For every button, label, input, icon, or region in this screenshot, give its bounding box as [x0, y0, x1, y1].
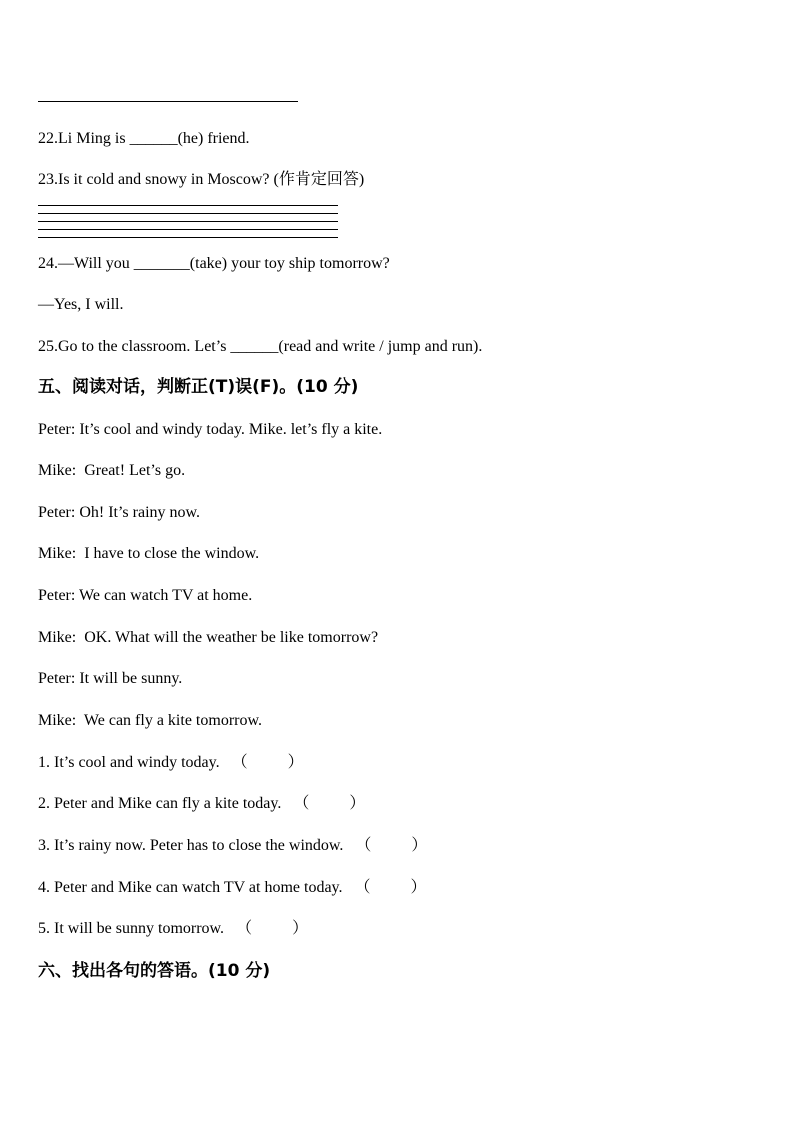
answer-line-23-1 — [38, 205, 338, 206]
statement-text: 1. It’s cool and windy today. — [38, 754, 220, 771]
question-23: 23.Is it cold and snowy in Moscow? (作肯定回答) — [38, 171, 365, 188]
section-6-heading: 六、找出各句的答语。(10 分) — [38, 961, 271, 981]
question-24: 24.—Will you _______(take) your toy ship tomorrow? — [38, 255, 390, 272]
answer-parentheses[interactable]: （ ） — [354, 879, 427, 896]
dialogue-line: Peter: It’s cool and windy today. Mike. let’s fly a kite. — [38, 421, 383, 438]
statement-5 — [38, 919, 308, 939]
answer-line-23-3 — [38, 221, 338, 222]
statement-text: 2. Peter and Mike can fly a kite today. — [38, 795, 282, 812]
answer-line-21 — [38, 101, 298, 102]
answer-line-23-4 — [38, 229, 338, 230]
section-5-heading: 五、阅读对话，判断正(T)误(F)。(10 分) — [38, 377, 359, 397]
answer-line-23-2 — [38, 213, 338, 214]
dialogue-line: Peter: Oh! It’s rainy now. — [38, 504, 201, 521]
answer-parentheses[interactable]: （ ） — [293, 795, 366, 812]
answer-line-23-5 — [38, 237, 338, 238]
statement-4 — [38, 878, 427, 898]
dialogue-line: Peter: We can watch TV at home. — [38, 587, 253, 604]
dialogue-line: Mike: I have to close the window. — [38, 545, 260, 562]
statement-3 — [38, 836, 427, 856]
statement-1 — [38, 753, 304, 773]
dialogue-line: Mike: We can fly a kite tomorrow. — [38, 712, 262, 729]
statement-text: 3. It’s rainy now. Peter has to close the window. — [38, 837, 344, 854]
answer-parentheses[interactable]: （ ） — [231, 754, 304, 771]
statement-2 — [38, 794, 365, 814]
dialogue-line: Mike: OK. What will the weather be like tomorrow? — [38, 629, 379, 646]
statement-text: 5. It will be sunny tomorrow. — [38, 920, 225, 937]
statement-text: 4. Peter and Mike can watch TV at home today. — [38, 879, 343, 896]
answer-parentheses[interactable]: （ ） — [236, 920, 309, 937]
dialogue-line: Peter: It will be sunny. — [38, 670, 183, 687]
dialogue-line: Mike: Great! Let’s go. — [38, 462, 186, 479]
question-24-reply: —Yes, I will. — [38, 296, 124, 313]
question-25: 25.Go to the classroom. Let’s ______(read and write / jump and run). — [38, 338, 483, 355]
answer-parentheses[interactable]: （ ） — [355, 837, 428, 854]
question-22: 22.Li Ming is ______(he) friend. — [38, 130, 250, 147]
